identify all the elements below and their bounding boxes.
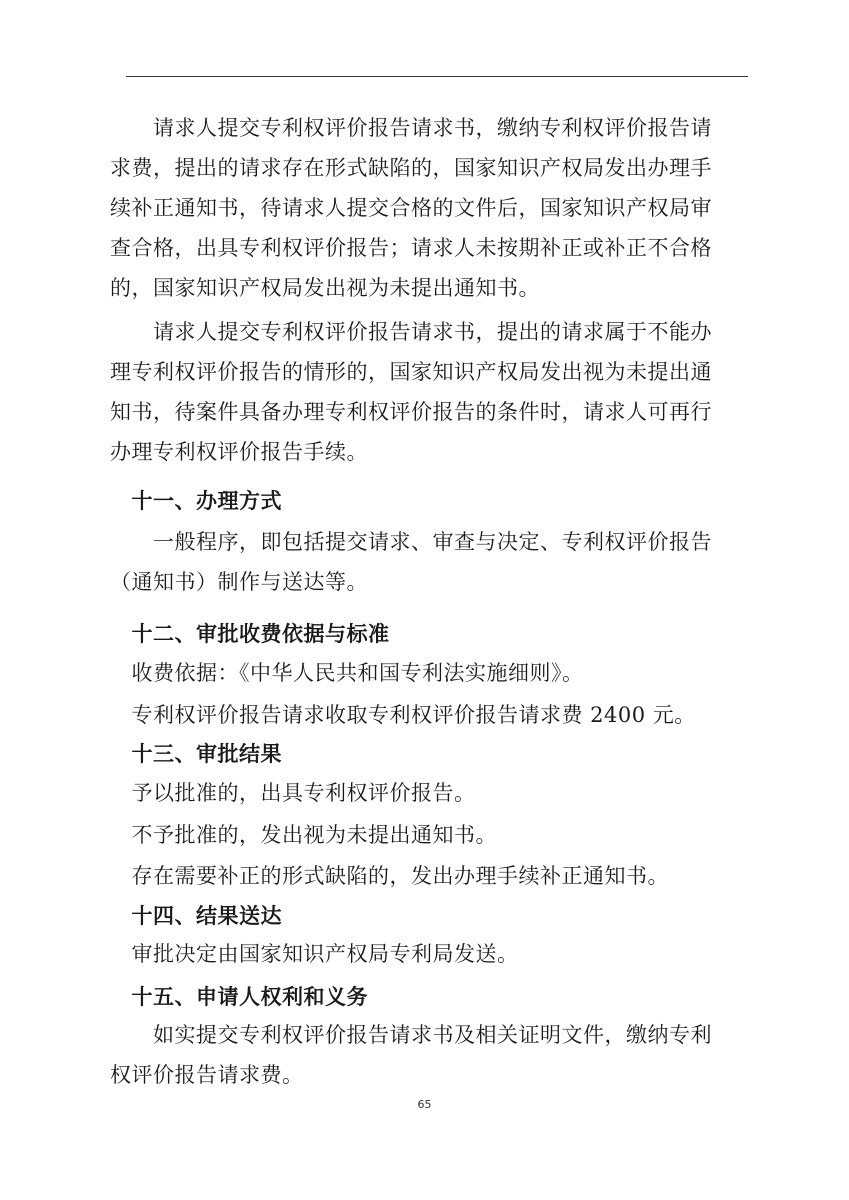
paragraph-2-line-1: 请求人提交专利权评价报告请求书，提出的请求属于不能办	[110, 320, 712, 344]
section-13-line-2: 不予批准的，发出视为未提出通知书。	[110, 823, 497, 847]
paragraph-1-line-4: 查合格，出具专利权评价报告；请求人未按期补正或补正不合格	[110, 236, 712, 260]
section-12-line-1: 收费依据：《中华人民共和国专利法实施细则》。	[110, 661, 584, 685]
section-11-line-1: 一般程序，即包括提交请求、审查与决定、专利权评价报告	[110, 530, 712, 554]
section-11-line-2: （通知书）制作与送达等。	[110, 570, 368, 594]
section-heading-12: 十二、审批收费依据与标准	[110, 622, 390, 646]
section-heading-15: 十五、申请人权利和义务	[110, 985, 368, 1009]
section-heading-11: 十一、办理方式	[110, 489, 282, 513]
section-15-line-2: 权评价报告请求费。	[110, 1063, 304, 1087]
paragraph-2-line-3: 知书，待案件具备办理专利权评价报告的条件时，请求人可再行	[110, 400, 712, 424]
paragraph-1-line-2: 求费，提出的请求存在形式缺陷的，国家知识产权局发出办理手	[110, 156, 712, 180]
paragraph-1-line-3: 续补正通知书，待请求人提交合格的文件后，国家知识产权局审	[110, 196, 712, 220]
paragraph-2-line-4: 办理专利权评价报告手续。	[110, 440, 368, 464]
section-15-line-1: 如实提交专利权评价报告请求书及相关证明文件，缴纳专利	[110, 1023, 712, 1047]
paragraph-1-line-1: 请求人提交专利权评价报告请求书，缴纳专利权评价报告请	[110, 116, 712, 140]
paragraph-1-line-5: 的，国家知识产权局发出视为未提出通知书。	[110, 276, 540, 300]
section-heading-14: 十四、结果送达	[110, 904, 282, 928]
page-number: 65	[417, 1098, 432, 1111]
section-13-line-3: 存在需要补正的形式缺陷的，发出办理手续补正通知书。	[110, 864, 669, 888]
section-14-line-1: 审批决定由国家知识产权局专利局发送。	[110, 942, 519, 966]
section-12-line-2: 专利权评价报告请求收取专利权评价报告请求费 2400 元。	[110, 703, 696, 727]
section-13-line-1: 予以批准的，出具专利权评价报告。	[110, 781, 476, 805]
header-rule	[126, 76, 748, 77]
paragraph-2-line-2: 理专利权评价报告的情形的，国家知识产权局发出视为未提出通	[110, 360, 712, 384]
section-heading-13: 十三、审批结果	[110, 742, 282, 766]
